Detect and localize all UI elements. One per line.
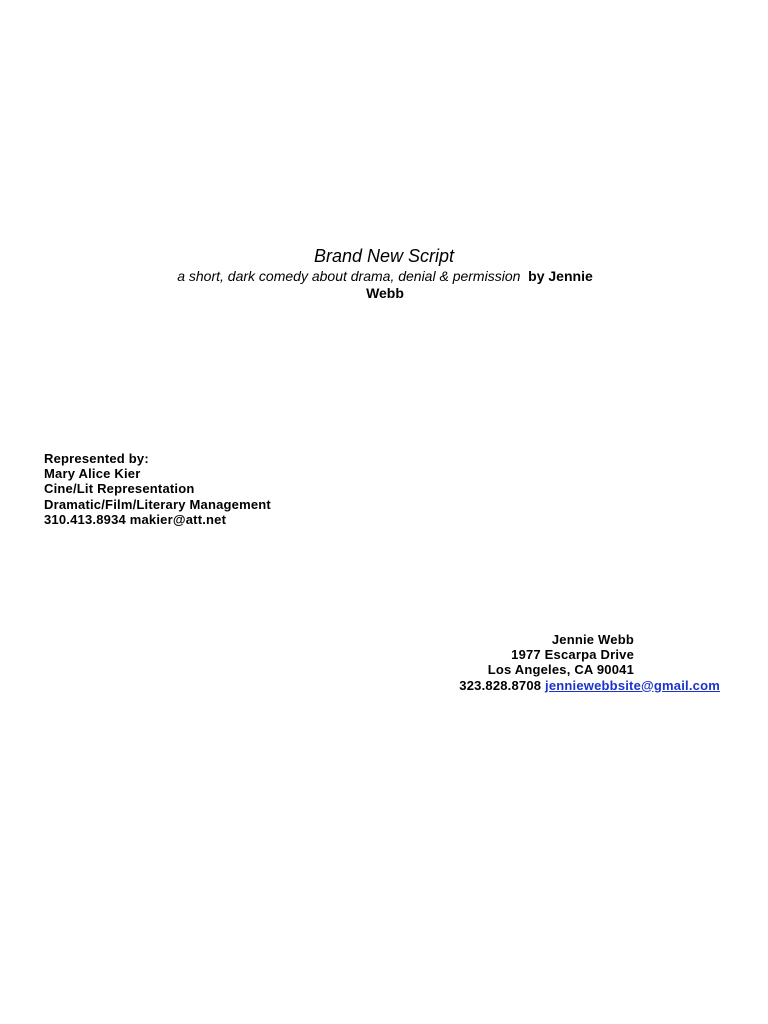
script-subtitle: a short, dark comedy about drama, denial & permission [177, 268, 521, 284]
author-street: 1977 Escarpa Drive [511, 647, 634, 663]
agent-name: Mary Alice Kier [44, 466, 141, 482]
byline-suffix: Webb [366, 285, 404, 301]
author-contact-block [459, 632, 720, 693]
author-email-link[interactable]: jenniewebbsite@gmail.com [545, 677, 720, 693]
agent-contact: 310.413.8934 makier@att.net [44, 511, 227, 527]
script-title: Brand New Script [313, 246, 455, 266]
author-name: Jennie Webb [551, 632, 634, 647]
subtitle-line [100, 268, 670, 302]
author-city: Los Angeles, CA 90041 [487, 662, 634, 678]
representation-block [44, 451, 271, 527]
byline-prefix: by Jennie [528, 268, 593, 284]
agency-type: Dramatic/Film/Literary Management [44, 496, 271, 512]
representation-heading: Represented by: [44, 451, 149, 466]
agency-name: Cine/Lit Representation [44, 481, 195, 497]
title-block [0, 245, 768, 267]
author-phone-email-line [459, 678, 720, 693]
author-phone: 323.828.8708 [459, 677, 542, 693]
